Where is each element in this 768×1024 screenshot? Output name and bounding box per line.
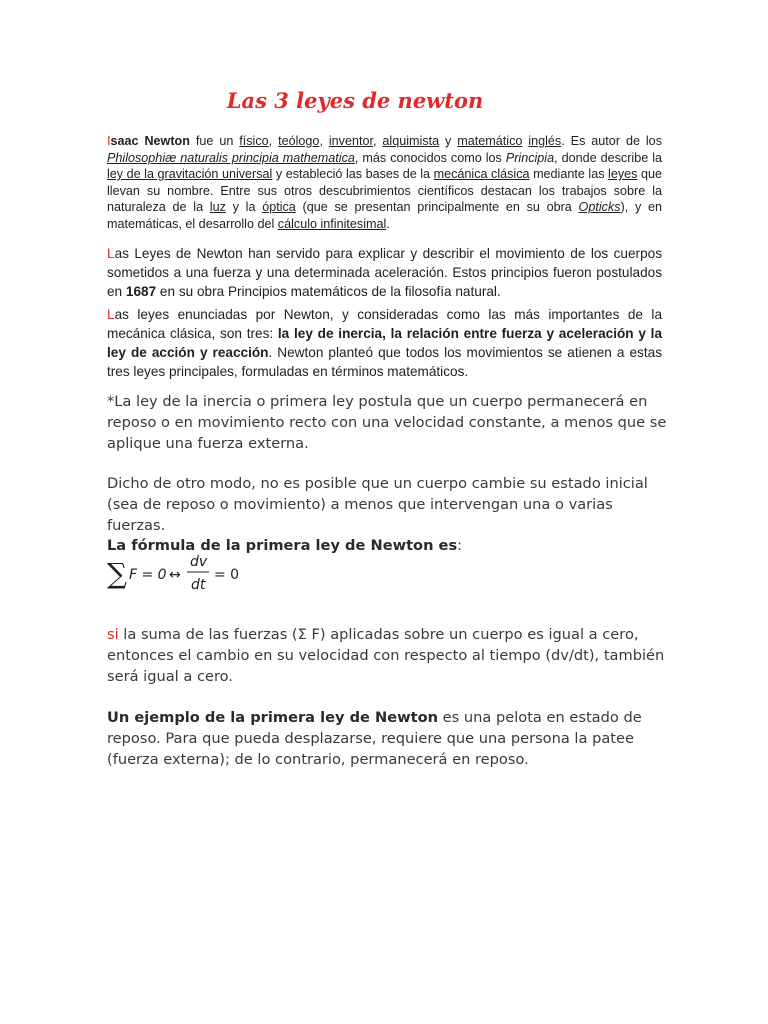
text: , más conocidos como los	[354, 150, 506, 165]
drop-cap: L	[107, 246, 115, 261]
link-principia-mathematica[interactable]: Philosophiæ naturalis principia mathematica	[107, 150, 355, 165]
formula-rhs: = 0	[214, 567, 240, 583]
text: en su obra Principios matemáticos de la filosofía natural.	[156, 284, 501, 299]
paragraph-tres-leyes	[107, 305, 662, 381]
text: es una pelota en estado de reposo. Para que pueda desplazarse, requiere que una persona la patee (fuerza externa); de lo contrario, permanecerá en reposo.	[107, 709, 642, 768]
link-fisico[interactable]: físico	[239, 134, 269, 148]
text: la suma de las fuerzas (Σ F) aplicadas sobre un cuerpo es igual a cero, entonces el cambio en su velocidad con respecto al tiempo (dv/dt), también será igual a cero.	[107, 626, 665, 685]
name-bold: saac Newton	[110, 134, 190, 148]
text: mediante las	[529, 167, 609, 182]
red-word-si: si	[107, 626, 119, 643]
text: as leyes enunciadas por Newton, y consideradas como las más importantes de la mecánica clásica, son tres:	[107, 307, 662, 341]
link-opticks[interactable]: Opticks	[578, 200, 621, 215]
paragraph-primera-ley: *La ley de la inercia o primera ley postula que un cuerpo permanecerá en reposo o en movimiento recto con una velocidad constante, a menos que se aplique una fuerza externa.	[107, 393, 667, 452]
italic-principia: Principia	[505, 150, 555, 165]
text: y	[439, 134, 458, 148]
text: . Newton planteó que todos los movimientos se atienen a estas tres leyes principales, formuladas en términos matemáticos.	[107, 345, 662, 379]
sigma-symbol: ∑	[107, 557, 127, 590]
text: ,	[268, 134, 279, 148]
paragraph-ejemplo	[107, 707, 667, 770]
link-alquimista[interactable]: alquimista	[382, 134, 440, 148]
text: fue un	[189, 134, 240, 148]
text: , donde describe la	[554, 150, 663, 165]
link-calculo-infinitesimal[interactable]: cálculo infinitesimal	[277, 216, 387, 231]
text: que llevan su nombre. Entre sus otros descubrimientos científicos destacan los trabajos sobre la naturaleza de la	[107, 167, 662, 215]
laws-bold: la ley de inercia, la relación entre fuerza y aceleración y la ley de acción y reacción	[107, 326, 662, 360]
text: ,	[319, 134, 329, 148]
text: ,	[372, 134, 383, 148]
link-ingles[interactable]: inglés	[528, 134, 562, 148]
link-leyes[interactable]: leyes	[608, 167, 638, 182]
link-teologo[interactable]: teólogo	[278, 134, 320, 148]
paragraph-newton-bio	[107, 133, 662, 233]
formula-arrow: ↔	[169, 567, 181, 583]
text: as Leyes de Newton han servido para explicar y describir el movimiento de los cuerpos sometidos a una fuerza y una determinada aceleración. Estos principios fueron postulados en	[107, 246, 662, 299]
text: y estableció las bases de la	[272, 167, 434, 182]
link-inventor[interactable]: inventor	[328, 134, 373, 148]
paragraph-leyes-intro	[107, 244, 662, 301]
link-optica[interactable]: óptica	[262, 200, 296, 215]
formula-heading-bold: La fórmula de la primera ley de Newton es	[107, 537, 458, 554]
paragraph-suma-fuerzas	[107, 624, 667, 687]
formula-lhs: F = 0	[129, 567, 167, 583]
drop-cap: L	[107, 307, 115, 322]
text: :	[457, 537, 463, 554]
formula-numerator: dv	[190, 554, 208, 570]
link-matematico[interactable]: matemático	[457, 134, 523, 148]
formula-denominator: dt	[191, 577, 206, 593]
text: (que se presentan principalmente en su obra	[295, 200, 579, 215]
text: y la	[225, 200, 263, 215]
text: .	[386, 216, 390, 231]
formula-first-law	[107, 552, 307, 594]
text: ), y en matemáticas, el desarrollo del	[107, 200, 662, 231]
ejemplo-bold: Un ejemplo de la primera ley de Newton	[107, 709, 439, 726]
year-bold: 1687	[125, 284, 157, 299]
drop-cap: I	[107, 134, 111, 148]
link-ley-gravitacion[interactable]: ley de la gravitación universal	[107, 167, 273, 182]
page-title: Las 3 leyes de newton	[226, 88, 484, 113]
link-mecanica-clasica[interactable]: mecánica clásica	[433, 167, 530, 182]
paragraph-dicho-otro-modo: Dicho de otro modo, no es posible que un cuerpo cambie su estado inicial (sea de reposo o movimiento) a menos que intervengan una o varias fuerzas.	[107, 475, 648, 534]
link-luz[interactable]: luz	[209, 200, 226, 215]
text: . Es autor de los	[561, 134, 662, 148]
